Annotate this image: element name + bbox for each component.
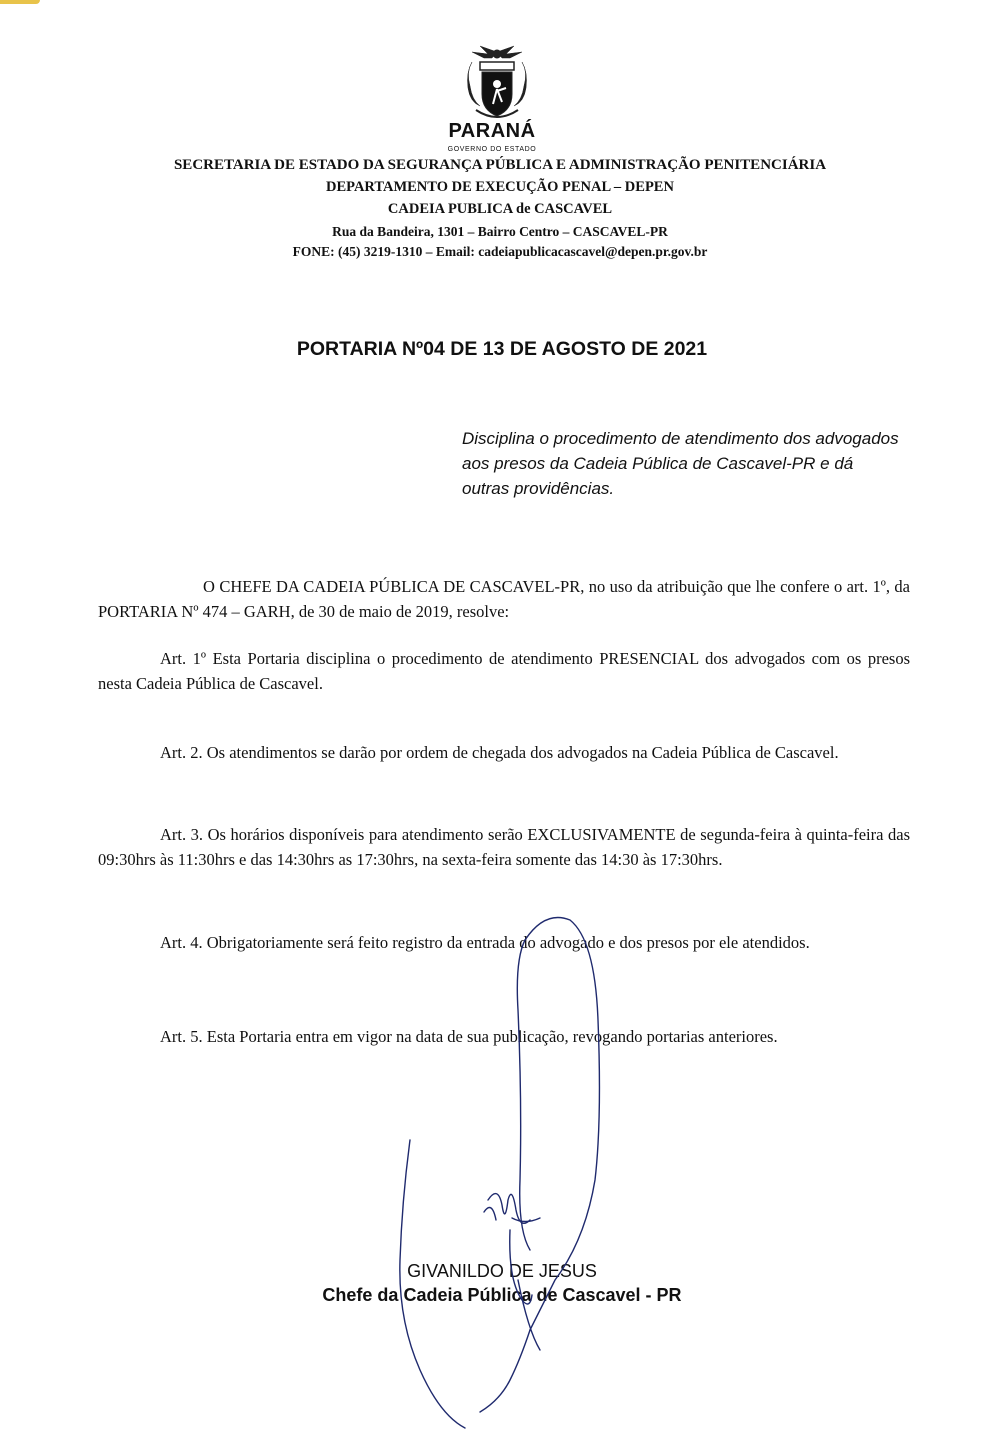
- document-title: PORTARIA Nº04 DE 13 DE AGOSTO DE 2021: [296, 338, 708, 360]
- signatory-name: GIVANILDO DE JESUS: [407, 1261, 597, 1281]
- secretariat-line: SECRETARIA DE ESTADO DA SEGURANÇA PÚBLICA E ADMINISTRAÇÃO PENITENCIÁRIA: [173, 157, 827, 173]
- article-3: Art. 3. Os horários disponíveis para atendimento serão EXCLUSIVAMENTE de segunda-feira à quinta-feira das 09:30hrs às 11:30hrs e das 14:30hrs as 17:30hrs, na sexta-feira somente das 14:30 às 17:30hrs.: [98, 825, 910, 869]
- intro-paragraph: O CHEFE DA CADEIA PÚBLICA DE CASCAVEL-PR, no uso da atribuição que lhe confere o art. 1º, da PORTARIA Nº 474 – GARH, de 30 de maio de 2019, resolve:: [98, 577, 910, 621]
- handwritten-signature: [380, 900, 620, 1430]
- institution-line: CADEIA PUBLICA de CASCAVEL: [387, 201, 613, 217]
- parana-coat-of-arms-icon: [452, 44, 542, 130]
- article-1: Art. 1º Esta Portaria disciplina o procedimento de atendimento PRESENCIAL dos advogados com os presos nesta Cadeia Pública de Cascavel.: [98, 649, 910, 693]
- state-name: PARANÁ: [448, 120, 536, 142]
- article-2: Art. 2. Os atendimentos se darão por ordem de chegada dos advogados na Cadeia Pública de Cascavel.: [160, 743, 839, 762]
- department-line: DEPARTAMENTO DE EXECUÇÃO PENAL – DEPEN: [326, 179, 674, 195]
- article-4: Art. 4. Obrigatoriamente será feito registro da entrada do advogado e dos presos por ele atendidos.: [160, 933, 810, 952]
- article-5: Art. 5. Esta Portaria entra em vigor na data de sua publicação, revogando portarias anteriores.: [160, 1027, 778, 1046]
- contact-line: FONE: (45) 3219-1310 – Email: cadeiapublicacascavel@depen.pr.gov.br: [292, 244, 708, 259]
- signatory-role: Chefe da Cadeia Pública de Cascavel - PR: [322, 1285, 682, 1305]
- ementa: Disciplina o procedimento de atendimento dos advogados aos presos da Cadeia Pública de Cascavel-PR e dá outras providências.: [462, 429, 899, 498]
- corner-mark: [0, 0, 40, 4]
- address-line: Rua da Bandeira, 1301 – Bairro Centro – CASCAVEL-PR: [332, 224, 668, 239]
- state-subtitle: GOVERNO DO ESTADO: [447, 146, 537, 153]
